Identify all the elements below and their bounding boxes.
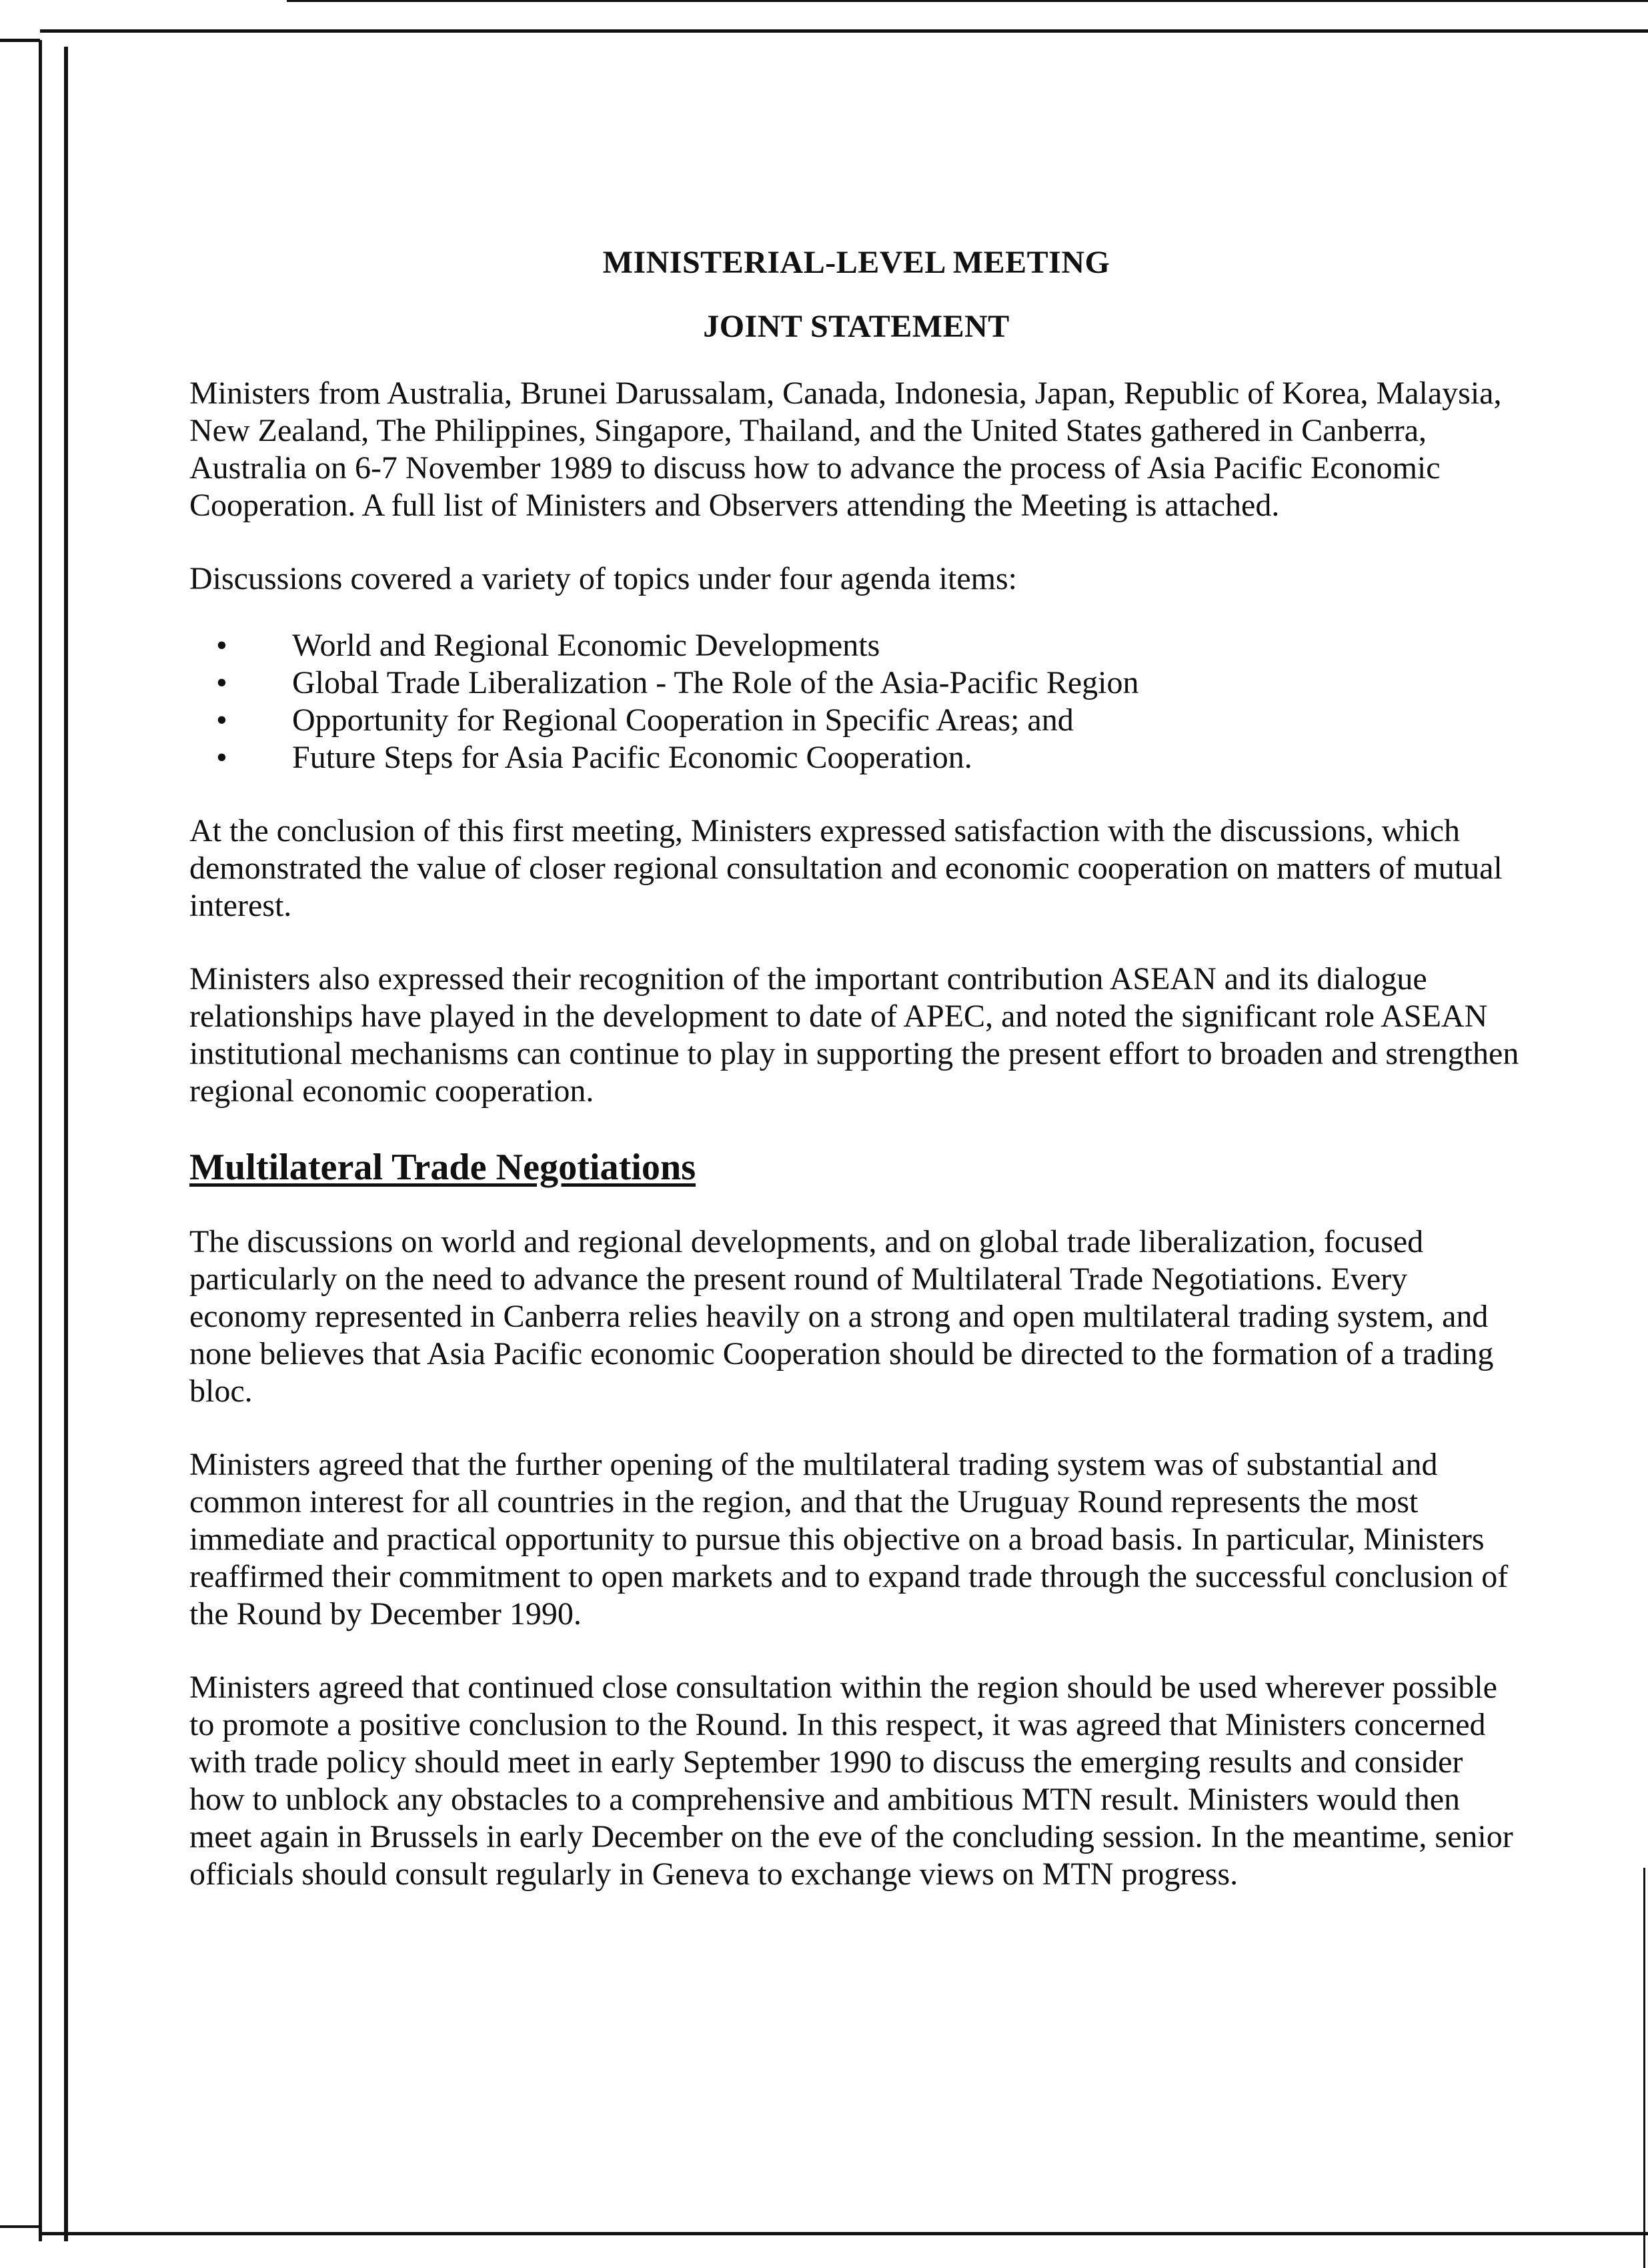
joint-statement-document xyxy=(189,244,1523,1893)
agenda-item-text: Future Steps for Asia Pacific Economic Cooperation. xyxy=(292,740,972,775)
bullet-icon: • xyxy=(216,665,227,700)
frame-bottom-line xyxy=(40,2232,1648,2235)
frame-right-edge-line xyxy=(1643,1868,1645,2268)
asean-paragraph: Ministers also expressed their recognition of the important contribution ASEAN and its dialogue relationships have played in the development to date of APEC, and noted the significant role ASEAN institutional mechanisms can continue to play in supporting the present effort to broaden and strengthen regional economic cooperation. xyxy=(189,961,1519,1109)
bullet-icon: • xyxy=(216,740,227,775)
agenda-item-text: Opportunity for Regional Cooperation in Specific Areas; and xyxy=(292,702,1074,738)
agenda-item-text: World and Regional Economic Developments xyxy=(292,628,880,663)
frame-top-line xyxy=(40,29,1648,33)
agenda-item xyxy=(189,627,1523,664)
mtn-paragraph-3: Ministers agreed that continued close consultation within the region should be used wherever possible to promote a positive conclusion to the Round. In this respect, it was agreed that Ministers concerned with trade policy should meet in early September 1990 to discuss the emerging results and consider how to unblock any obstacles to a comprehensive and ambitious MTN result. Ministers would then meet again in Brussels in early December on the eve of the concluding session. In the meantime, senior officials should consult regularly in Geneva to exchange views on MTN progress. xyxy=(189,1670,1513,1892)
bullet-icon: • xyxy=(216,702,227,738)
agenda-item xyxy=(189,664,1523,702)
bullet-icon: • xyxy=(216,628,227,663)
frame-bottom-left-curve xyxy=(0,2225,40,2228)
conclusion-paragraph: At the conclusion of this first meeting, Ministers expressed satisfaction with the discussions, which demonstrated the value of closer regional consultation and economic cooperation on matters of mutual interest. xyxy=(189,813,1503,923)
mtn-paragraph-1: The discussions on world and regional developments, and on global trade liberalization, focused particularly on the need to advance the present round of Multilateral Trade Negotiations. Every economy represented in Canberra relies heavily on a strong and open multilateral trading system, and none believes that Asia Pacific economic Cooperation should be directed to the formation of a trading bloc. xyxy=(189,1224,1494,1409)
agenda-item-text: Global Trade Liberalization - The Role of the Asia-Pacific Region xyxy=(292,665,1139,700)
agenda-item xyxy=(189,702,1523,739)
agenda-intro-paragraph: Discussions covered a variety of topics under four agenda items: xyxy=(189,561,1017,596)
frame-top-thin-line xyxy=(287,0,1648,2)
frame-left-inner-line xyxy=(64,47,68,2241)
section-heading-mtn: Multilateral Trade Negotiations xyxy=(189,1147,696,1188)
frame-left-outer-line xyxy=(39,40,42,2241)
intro-paragraph: Ministers from Australia, Brunei Darussalam, Canada, Indonesia, Japan, Republic of Korea, Malaysia, New Zealand, The Philippines, Singapore, Thailand, and the United States gathered in Canberra, Australia on 6-7 November 1989 to discuss how to advance the process of Asia Pacific Economic Cooperation. A full list of Ministers and Observers attending the Meeting is attached. xyxy=(189,376,1502,523)
agenda-list xyxy=(189,627,1523,776)
frame-top-left-curve xyxy=(0,39,40,42)
document-title: MINISTERIAL-LEVEL MEETING xyxy=(602,245,1110,280)
mtn-paragraph-2: Ministers agreed that the further opening of the multilateral trading system was of substantial and common interest for all countries in the region, and that the Uruguay Round represents the most immediate and practical opportunity to pursue this objective on a broad basis. In particular, Ministers reaffirmed their commitment to open markets and to expand trade through the successful conclusion of the Round by December 1990. xyxy=(189,1447,1509,1632)
document-subtitle: JOINT STATEMENT xyxy=(703,309,1010,344)
agenda-item xyxy=(189,739,1523,776)
